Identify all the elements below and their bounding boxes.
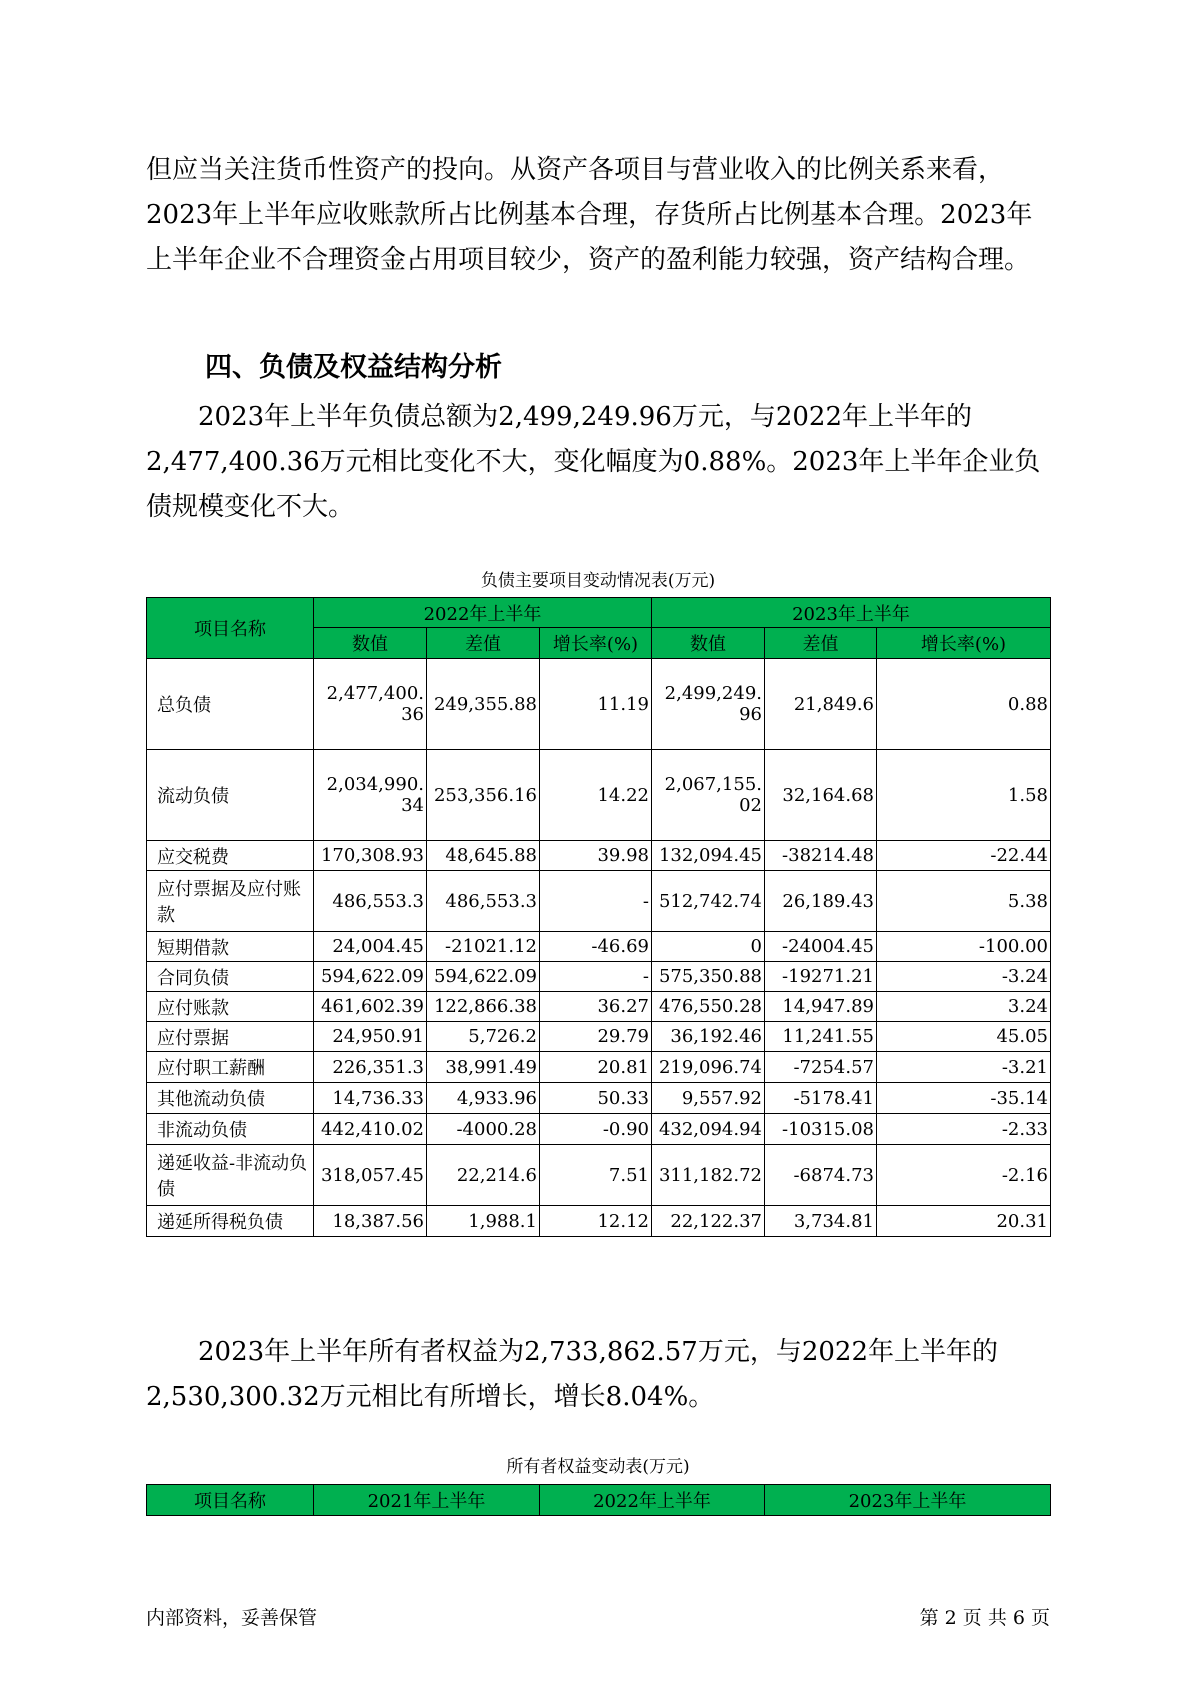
- header-year-2021: 2021年上半年: [314, 1485, 540, 1516]
- paragraph-asset-conclusion: 但应当关注货币性资产的投向。从资产各项目与营业收入的比例关系来看，2023年上半年应收账款所占比例基本合理，存货所占比例基本合理。2023年上半年企业不合理资金占用项目较少，资产的盈利能力较强，资产结构合理。: [146, 155, 1033, 275]
- row-label: 短期借款: [147, 932, 314, 962]
- table-row: [147, 1022, 1051, 1052]
- cell-value-2023: 476,550.28: [652, 992, 765, 1022]
- table-row: [147, 962, 1051, 992]
- cell-growth-2022: -: [540, 962, 652, 992]
- cell-growth-2022: 11.19: [540, 659, 652, 750]
- row-label: 流动负债: [147, 750, 314, 841]
- cell-diff-2022: 38,991.49: [427, 1052, 540, 1083]
- header-value: 数值: [314, 628, 427, 659]
- cell-value-2023: 132,094.45: [652, 841, 765, 871]
- equity-table: [146, 1484, 1051, 1516]
- cell-growth-2022: 50.33: [540, 1083, 652, 1114]
- table-row: [147, 932, 1051, 962]
- row-label: 应付票据及应付账款: [147, 871, 314, 932]
- cell-growth-2022: 29.79: [540, 1022, 652, 1052]
- cell-value-2022: 18,387.56: [314, 1206, 427, 1237]
- cell-diff-2023: 26,189.43: [765, 871, 877, 932]
- cell-diff-2023: -10315.08: [765, 1114, 877, 1145]
- cell-value-2022: 2,034,990.34: [314, 750, 427, 841]
- row-label: 应交税费: [147, 841, 314, 871]
- cell-diff-2022: 4,933.96: [427, 1083, 540, 1114]
- cell-diff-2023: 21,849.6: [765, 659, 877, 750]
- row-label: 递延所得税负债: [147, 1206, 314, 1237]
- cell-value-2022: 442,410.02: [314, 1114, 427, 1145]
- row-label: 递延收益-非流动负债: [147, 1145, 314, 1206]
- header-year-2023: 2023年上半年: [652, 598, 1051, 628]
- cell-value-2023: 432,094.94: [652, 1114, 765, 1145]
- footer-confidential: 内部资料，妥善保管: [146, 1607, 318, 1629]
- cell-diff-2022: 5,726.2: [427, 1022, 540, 1052]
- cell-diff-2022: 486,553.3: [427, 871, 540, 932]
- cell-diff-2022: 48,645.88: [427, 841, 540, 871]
- cell-growth-2023: 45.05: [877, 1022, 1051, 1052]
- header-year-2022: 2022年上半年: [540, 1485, 765, 1516]
- cell-value-2023: 575,350.88: [652, 962, 765, 992]
- cell-value-2023: 36,192.46: [652, 1022, 765, 1052]
- cell-growth-2022: 14.22: [540, 750, 652, 841]
- cell-diff-2023: -5178.41: [765, 1083, 877, 1114]
- cell-value-2022: 486,553.3: [314, 871, 427, 932]
- cell-growth-2023: -3.21: [877, 1052, 1051, 1083]
- header-diff: 差值: [427, 628, 540, 659]
- cell-diff-2022: 1,988.1: [427, 1206, 540, 1237]
- cell-value-2022: 594,622.09: [314, 962, 427, 992]
- cell-value-2023: 22,122.37: [652, 1206, 765, 1237]
- paragraph-equity-summary: 2023年上半年所有者权益为2,733,862.57万元，与2022年上半年的2,530,300.32万元相比有所增长，增长8.04%。: [146, 1337, 999, 1412]
- paragraph-liability-summary: 2023年上半年负债总额为2,499,249.96万元，与2022年上半年的2,477,400.36万元相比变化不大，变化幅度为0.88%。2023年上半年企业负债规模变化不大。: [146, 402, 1041, 522]
- cell-value-2023: 9,557.92: [652, 1083, 765, 1114]
- liability-table: [146, 597, 1051, 1237]
- row-label: 非流动负债: [147, 1114, 314, 1145]
- table-row: [147, 1145, 1051, 1206]
- cell-value-2022: 461,602.39: [314, 992, 427, 1022]
- cell-value-2023: 311,182.72: [652, 1145, 765, 1206]
- cell-growth-2023: 1.58: [877, 750, 1051, 841]
- cell-diff-2023: -38214.48: [765, 841, 877, 871]
- cell-diff-2023: -19271.21: [765, 962, 877, 992]
- header-year-2022: 2022年上半年: [314, 598, 652, 628]
- cell-growth-2023: -22.44: [877, 841, 1051, 871]
- cell-value-2022: 170,308.93: [314, 841, 427, 871]
- cell-diff-2023: -24004.45: [765, 932, 877, 962]
- header-item-name: 项目名称: [147, 598, 314, 659]
- cell-growth-2023: 3.24: [877, 992, 1051, 1022]
- header-growth: 增长率(%): [877, 628, 1051, 659]
- cell-value-2022: 226,351.3: [314, 1052, 427, 1083]
- cell-diff-2023: 11,241.55: [765, 1022, 877, 1052]
- cell-growth-2022: -46.69: [540, 932, 652, 962]
- cell-value-2022: 24,004.45: [314, 932, 427, 962]
- cell-growth-2023: 5.38: [877, 871, 1051, 932]
- cell-growth-2022: -0.90: [540, 1114, 652, 1145]
- cell-growth-2022: -: [540, 871, 652, 932]
- cell-value-2022: 318,057.45: [314, 1145, 427, 1206]
- cell-growth-2022: 7.51: [540, 1145, 652, 1206]
- footer-page-number: 第 2 页 共 6 页: [919, 1607, 1050, 1629]
- table1-caption: 负债主要项目变动情况表(万元): [480, 571, 716, 591]
- cell-growth-2023: -100.00: [877, 932, 1051, 962]
- section-heading: 四、负债及权益结构分析: [205, 352, 502, 383]
- table-row: [147, 871, 1051, 932]
- cell-diff-2022: 22,214.6: [427, 1145, 540, 1206]
- row-label: 应付职工薪酬: [147, 1052, 314, 1083]
- table-row: [147, 1052, 1051, 1083]
- row-label: 合同负债: [147, 962, 314, 992]
- cell-growth-2023: -35.14: [877, 1083, 1051, 1114]
- cell-diff-2022: 253,356.16: [427, 750, 540, 841]
- cell-diff-2022: 594,622.09: [427, 962, 540, 992]
- row-label: 总负债: [147, 659, 314, 750]
- cell-value-2023: 219,096.74: [652, 1052, 765, 1083]
- cell-growth-2023: 20.31: [877, 1206, 1051, 1237]
- cell-value-2023: 2,499,249.96: [652, 659, 765, 750]
- header-value: 数值: [652, 628, 765, 659]
- cell-diff-2023: 3,734.81: [765, 1206, 877, 1237]
- row-label: 应付账款: [147, 992, 314, 1022]
- table-row: [147, 992, 1051, 1022]
- cell-value-2022: 24,950.91: [314, 1022, 427, 1052]
- table-row: [147, 841, 1051, 871]
- cell-diff-2022: 122,866.38: [427, 992, 540, 1022]
- header-item-name: 项目名称: [147, 1485, 314, 1516]
- cell-growth-2023: 0.88: [877, 659, 1051, 750]
- cell-growth-2023: -2.33: [877, 1114, 1051, 1145]
- cell-value-2022: 14,736.33: [314, 1083, 427, 1114]
- cell-diff-2022: 249,355.88: [427, 659, 540, 750]
- header-diff: 差值: [765, 628, 877, 659]
- cell-diff-2022: -4000.28: [427, 1114, 540, 1145]
- table-row: [147, 659, 1051, 750]
- header-year-2023: 2023年上半年: [765, 1485, 1051, 1516]
- cell-diff-2023: 14,947.89: [765, 992, 877, 1022]
- cell-diff-2023: -7254.57: [765, 1052, 877, 1083]
- cell-growth-2022: 12.12: [540, 1206, 652, 1237]
- cell-growth-2023: -2.16: [877, 1145, 1051, 1206]
- cell-growth-2022: 36.27: [540, 992, 652, 1022]
- cell-growth-2022: 20.81: [540, 1052, 652, 1083]
- cell-value-2022: 2,477,400.36: [314, 659, 427, 750]
- cell-diff-2023: 32,164.68: [765, 750, 877, 841]
- table-row: [147, 1114, 1051, 1145]
- table-row: [147, 750, 1051, 841]
- table-row: [147, 1206, 1051, 1237]
- cell-growth-2022: 39.98: [540, 841, 652, 871]
- table2-caption: 所有者权益变动表(万元): [506, 1457, 690, 1477]
- cell-value-2023: 2,067,155.02: [652, 750, 765, 841]
- cell-value-2023: 512,742.74: [652, 871, 765, 932]
- table-row: [147, 1083, 1051, 1114]
- header-growth: 增长率(%): [540, 628, 652, 659]
- row-label: 应付票据: [147, 1022, 314, 1052]
- cell-growth-2023: -3.24: [877, 962, 1051, 992]
- cell-diff-2022: -21021.12: [427, 932, 540, 962]
- row-label: 其他流动负债: [147, 1083, 314, 1114]
- cell-value-2023: 0: [652, 932, 765, 962]
- cell-diff-2023: -6874.73: [765, 1145, 877, 1206]
